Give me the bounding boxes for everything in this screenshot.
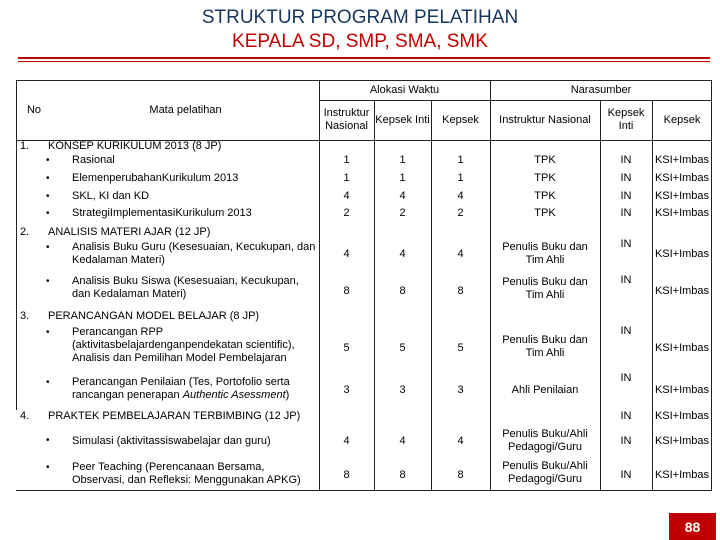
row-narasumber-kepsek: KSI+Imbas [654,469,710,481]
header-kepsek-narasumber: Kepsek [663,113,701,126]
section-no: 2. [20,226,30,238]
row-narasumber-inti: IN [620,435,632,447]
header-alokasi-waktu: Alokasi Waktu [369,83,440,96]
row-mata-pelatihan: ElemenperubahanKurikulum 2013 [72,172,239,184]
row-mata-pelatihan-text: Perancangan Penilaian (Tes, Portofolio serta rancangan penerapan [72,376,290,401]
bullet: • [46,242,50,253]
row-instruktur-nasional: 5 [343,341,350,354]
row-narasumber-inti: IN [620,207,632,219]
row-mata-pelatihan: Analisis Buku Guru (Kesesuaian, Kecukupan, dan Kedalaman Materi) [72,241,316,266]
row-narasumber-kepsek: KSI+Imbas [654,190,710,202]
row-narasumber-inti: IN [620,154,632,166]
row-mata-pelatihan: SKL, KI dan KD [72,190,150,202]
row-mata-pelatihan: StrategiImplementasiKurikulum 2013 [72,207,252,219]
row-mata-pelatihan-end: ) [285,389,290,401]
row-narasumber-inti: IN [620,190,632,202]
row-kepsek-inti: 2 [399,207,406,219]
section4-narasumber-inti: IN [620,410,632,422]
row-mata-pelatihan: Perancangan RPP (aktivitasbelajardenganpendekatan scientific), Analisis dan Pemilihan Model Pembelajaran [72,326,295,364]
row-narasumber: Penulis Buku/Ahli Pedagogi/Guru [502,460,588,485]
row-narasumber-kepsek: KSI+Imbas [654,284,710,297]
section-title: ANALISIS MATERI AJAR (12 JP) [48,226,211,238]
title-line-1: STRUKTUR PROGRAM PELATIHAN [201,7,519,28]
row-kepsek-inti: 4 [399,190,406,202]
header-kepsek-inti-line2: Inti [618,120,634,132]
bullet: • [46,173,50,184]
bullet: • [46,208,50,219]
header-instruktur-nasional [319,100,374,140]
row-kepsek: 5 [457,341,464,354]
row-narasumber-kepsek: KSI+Imbas [654,154,710,166]
row-instruktur-nasional: 8 [343,469,350,481]
row-narasumber: Penulis Buku dan Tim Ahli [502,241,588,266]
row-narasumber: TPK [534,190,556,202]
section-title: PRAKTEK PEMBELAJARAN TERBIMBING (12 JP) [48,410,301,422]
row-narasumber-kepsek: KSI+Imbas [654,435,710,447]
row-narasumber-inti: IN [620,469,632,481]
row-kepsek: 3 [457,383,464,396]
grid-line [490,80,491,490]
bullet: • [46,191,50,202]
row-kepsek-inti: 1 [399,154,406,166]
row-kepsek-inti: 8 [399,284,406,297]
row-narasumber: TPK [534,207,556,219]
section4-narasumber-kepsek: KSI+Imbas [654,410,710,422]
row-kepsek: 8 [457,284,464,297]
title-line-2: KEPALA SD, SMP, SMA, SMK [232,31,488,52]
section-no: 1. [20,140,30,152]
row-narasumber-kepsek: KSI+Imbas [654,383,710,396]
bullet: • [46,377,50,388]
header-kepsek-inti-line1: Kepsek [607,107,645,119]
header-no: No [26,103,42,116]
title-divider [18,57,710,59]
row-narasumber-kepsek: KSI+Imbas [654,207,710,219]
row-instruktur-nasional: 1 [343,154,350,166]
bullet: • [46,435,50,446]
row-narasumber-inti: IN [620,238,632,250]
row-mata-pelatihan: Rasional [72,154,115,166]
section-title: KONSEP KURIKULUM 2013 (8 JP) [48,140,222,152]
row-kepsek: 1 [457,154,464,166]
row-narasumber: Penulis Buku dan Tim Ahli [502,334,588,359]
section-no: 4. [20,410,30,422]
header-mata-pelatihan: Mata pelatihan [149,103,222,116]
row-narasumber-kepsek: KSI+Imbas [654,247,710,260]
row-kepsek-inti: 4 [399,435,406,447]
row-kepsek-inti: 3 [399,383,406,396]
row-narasumber: Penulis Buku/Ahli Pedagogi/Guru [502,428,588,453]
row-narasumber-inti: IN [620,372,632,384]
row-instruktur-nasional: 8 [343,284,350,297]
row-instruktur-nasional: 4 [343,435,350,447]
bullet: • [46,462,50,473]
row-kepsek: 8 [457,469,464,481]
row-narasumber-inti: IN [620,274,632,286]
program-table [16,80,712,490]
header-kepsek-inti: Kepsek Inti [375,113,430,126]
row-narasumber-inti: IN [620,172,632,184]
bullet: • [46,327,50,338]
header-narasumber: Narasumber [570,83,632,96]
row-instruktur-nasional: 3 [343,383,350,396]
page-number: 88 [669,513,716,540]
row-kepsek: 4 [457,247,464,260]
row-narasumber: TPK [534,172,556,184]
row-narasumber-kepsek: KSI+Imbas [654,172,710,184]
section-title: PERANCANGAN MODEL BELAJAR (8 JP) [48,310,260,322]
row-mata-pelatihan: Peer Teaching (Perencanaan Bersama, Observasi, dan Refleksi: Menggunakan APKG) [72,461,301,486]
header-kepsek-inti-narasumber [600,100,652,140]
row-kepsek: 4 [457,435,464,447]
row-kepsek-inti: 5 [399,341,406,354]
row-kepsek-inti: 1 [399,172,406,184]
row-mata-pelatihan-italic: Authentic Asessment [182,389,286,401]
header-instruktur-line2: Nasional [325,120,368,132]
row-instruktur-nasional: 2 [343,207,350,219]
header-instruktur-line1: Instruktur [323,107,370,119]
row-kepsek: 2 [457,207,464,219]
row-narasumber: TPK [534,154,556,166]
row-instruktur-nasional: 4 [343,247,350,260]
header-kepsek: Kepsek [442,113,479,126]
row-narasumber: Ahli Penilaian [511,383,579,396]
row-mata-pelatihan [72,376,316,402]
row-kepsek-inti: 4 [399,247,406,260]
row-narasumber-inti: IN [620,325,632,337]
row-instruktur-nasional: 4 [343,190,350,202]
row-mata-pelatihan: Analisis Buku Siswa (Kesesuaian, Kecukupan, dan Kedalaman Materi) [72,275,299,300]
bullet: • [46,276,50,287]
grid-line [16,490,712,491]
row-mata-pelatihan: Simulasi (aktivitassiswabelajar dan guru) [72,435,271,447]
bullet: • [46,155,50,166]
row-kepsek: 4 [457,190,464,202]
section-no: 3. [20,310,30,322]
row-kepsek: 1 [457,172,464,184]
row-narasumber-kepsek: KSI+Imbas [654,341,710,354]
row-instruktur-nasional: 1 [343,172,350,184]
row-narasumber: Penulis Buku dan Tim Ahli [502,276,588,301]
header-instruktur-nasional-narasumber: Instruktur Nasional [499,113,591,126]
title-divider-thin [18,61,710,62]
row-kepsek-inti: 8 [399,469,406,481]
